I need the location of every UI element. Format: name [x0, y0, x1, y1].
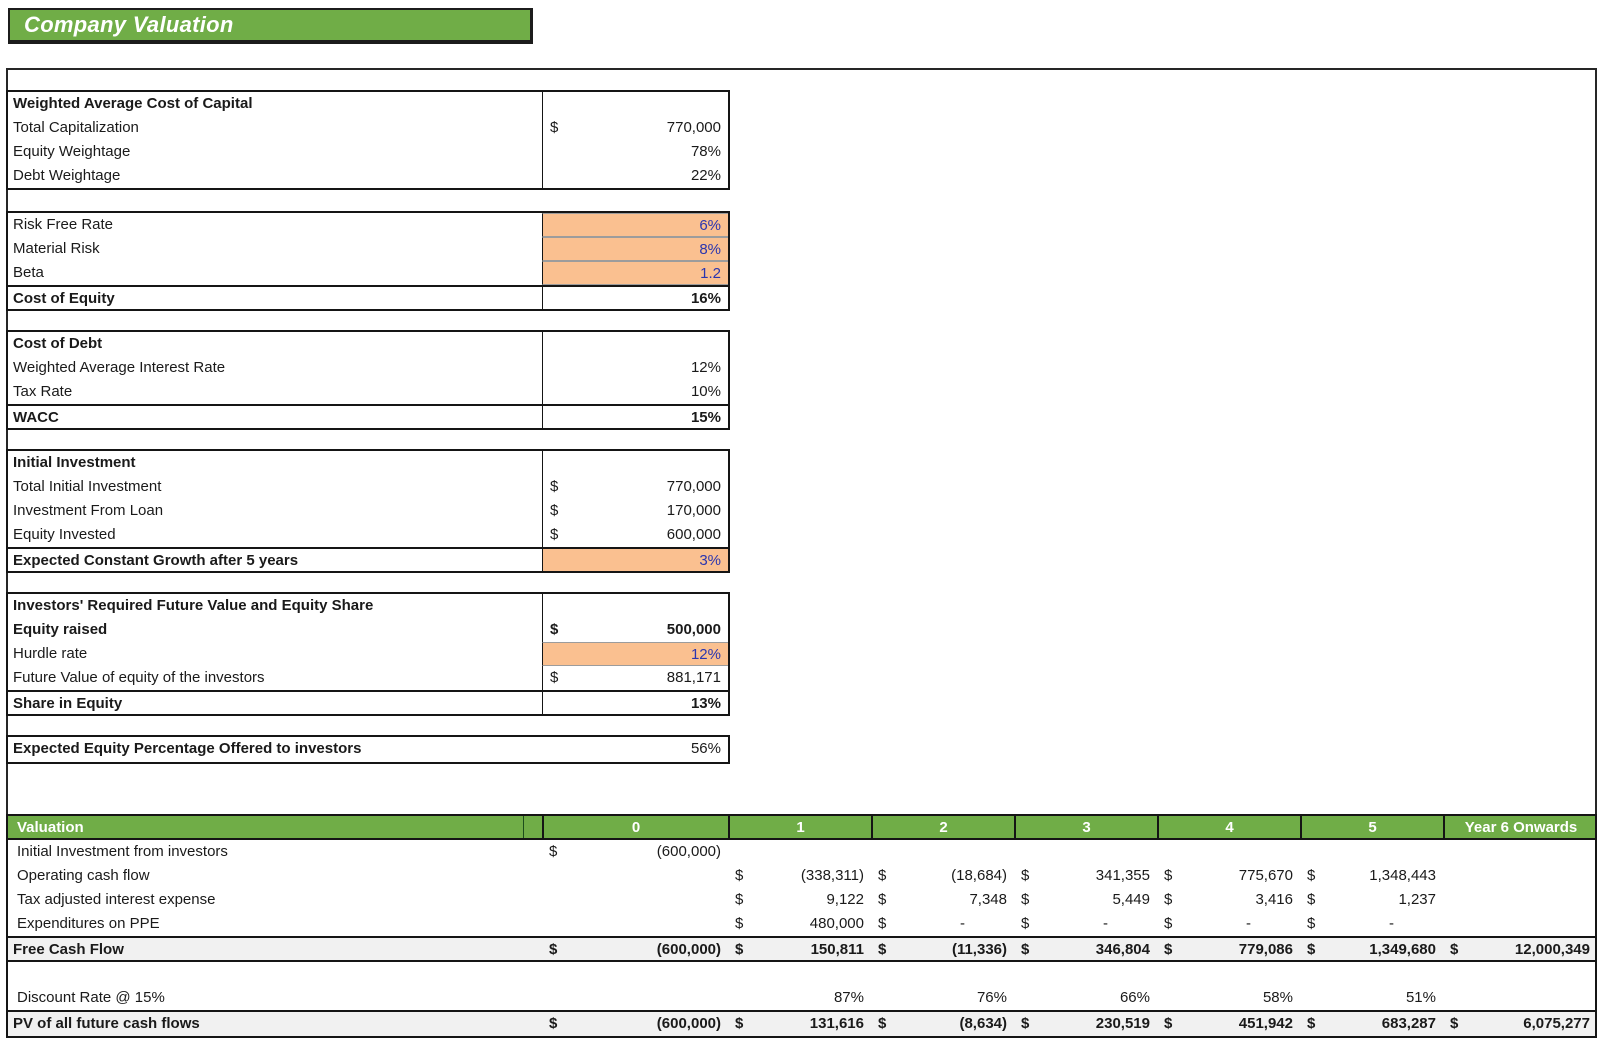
future-value-cell: [542, 666, 728, 690]
data-cell: [1014, 938, 1157, 960]
model-frame: [6, 68, 1597, 1038]
data-cell: [542, 938, 728, 960]
data-cell: [1300, 840, 1443, 864]
share-in-equity-cell: [542, 692, 728, 714]
cell-empty: [542, 92, 728, 116]
data-cell: [1443, 938, 1597, 960]
total-row: [8, 285, 728, 309]
total-initial-investment-cell: [542, 475, 728, 499]
table-row: [8, 237, 728, 261]
currency-symbol: $: [1164, 1015, 1173, 1032]
data-cell: [1157, 840, 1300, 864]
data-cell: [1443, 888, 1597, 912]
currency-symbol: $: [735, 915, 744, 932]
cell-value: 600,000: [666, 526, 721, 543]
data-cell: [542, 912, 728, 936]
cell-value: 775,670: [1238, 867, 1293, 884]
material-risk-input-cell[interactable]: [542, 237, 728, 261]
cell-value: 170,000: [666, 502, 721, 519]
data-cell: [1443, 864, 1597, 888]
data-cell: [1014, 1012, 1157, 1036]
cell-value: 1.2: [700, 265, 721, 282]
cell-value: 9,122: [826, 891, 864, 908]
row-label: Equity Weightage: [13, 143, 131, 160]
table-row: [8, 840, 1595, 864]
column-header-1: 1: [728, 816, 871, 838]
data-cell: [1157, 864, 1300, 888]
row-label: Total Capitalization: [13, 119, 139, 136]
cell-value: 16%: [690, 290, 721, 307]
cell-value: 6,075,277: [1523, 1015, 1590, 1032]
table-row: [8, 523, 728, 547]
data-cell: [871, 912, 1014, 936]
cell-value: (8,634): [959, 1015, 1007, 1032]
data-cell: [1300, 888, 1443, 912]
currency-symbol: $: [549, 843, 558, 860]
row-label: Beta: [13, 264, 44, 281]
data-cell: [871, 938, 1014, 960]
data-cell: [1300, 938, 1443, 960]
cell-value: (600,000): [656, 1015, 721, 1032]
data-cell: [871, 840, 1014, 864]
cell-value: 1,237: [1398, 891, 1436, 908]
data-cell: 66%: [1119, 989, 1150, 1006]
row-label: Equity raised: [13, 621, 108, 638]
cell-value: -: [1103, 915, 1108, 932]
row-label: Free Cash Flow: [13, 941, 124, 958]
row-label: Expected Equity Percentage Offered to investors: [13, 740, 362, 757]
section-title: Investors' Required Future Value and Equity Share: [13, 597, 374, 614]
currency-symbol: $: [550, 119, 559, 136]
currency-symbol: $: [550, 669, 559, 686]
currency-symbol: $: [878, 941, 887, 958]
row-label: Cost of Equity: [13, 290, 115, 307]
cell-value: 500,000: [666, 621, 721, 638]
data-cell: [1014, 864, 1157, 888]
cell-value: 480,000: [809, 915, 864, 932]
currency-symbol: $: [1164, 915, 1173, 932]
section-header-row: [8, 332, 728, 356]
row-label: Tax adjusted interest expense: [17, 891, 216, 908]
cell-value: 346,804: [1095, 941, 1150, 958]
section-header-row: [8, 451, 728, 475]
growth-rate-input-cell[interactable]: [542, 549, 728, 571]
section-cost-of-debt: [6, 330, 730, 430]
currency-symbol: $: [878, 867, 887, 884]
currency-symbol: $: [550, 621, 559, 638]
currency-symbol: $: [1021, 891, 1030, 908]
page-title: Company Valuation: [24, 12, 234, 37]
cell-value: 10%: [690, 383, 721, 400]
cell-value: 12%: [690, 646, 721, 663]
column-header-0: 0: [542, 816, 728, 838]
table-row: [8, 475, 728, 499]
cell-value: 1,348,443: [1369, 867, 1436, 884]
cell-value: 7,348: [969, 891, 1007, 908]
debt-weightage-cell: [542, 164, 728, 188]
total-row: [8, 404, 728, 428]
free-cash-flow-row: [8, 936, 1595, 962]
currency-symbol: $: [735, 867, 744, 884]
cell-value: 779,086: [1238, 941, 1293, 958]
investment-from-loan-cell: [542, 499, 728, 523]
table-row: [8, 356, 728, 380]
cell-value: 341,355: [1095, 867, 1150, 884]
data-cell: [1157, 888, 1300, 912]
interest-rate-cell: [542, 356, 728, 380]
section-header-row: [8, 594, 728, 618]
row-label: Total Initial Investment: [13, 478, 162, 495]
row-label: Weighted Average Interest Rate: [13, 359, 226, 376]
row-label: Expected Constant Growth after 5 years: [13, 552, 299, 569]
section-title: Weighted Average Cost of Capital: [13, 95, 253, 112]
table-row: [8, 380, 728, 404]
data-cell: [871, 864, 1014, 888]
valuation-header-row: [8, 816, 1595, 840]
cell-value: (11,336): [951, 941, 1007, 958]
table-row: [8, 912, 1595, 936]
cell-value: 12,000,349: [1514, 941, 1590, 958]
data-cell: [728, 912, 871, 936]
valuation-table: [6, 814, 1597, 1038]
cell-value: 22%: [690, 167, 721, 184]
table-row: [8, 666, 728, 690]
total-row: [8, 547, 728, 571]
cell-value: -: [960, 915, 965, 932]
currency-symbol: $: [1021, 1015, 1030, 1032]
row-label: Material Risk: [13, 240, 100, 257]
data-cell: 58%: [1262, 989, 1293, 1006]
cell-empty: [542, 594, 728, 618]
beta-input-cell[interactable]: [542, 261, 728, 285]
cell-value: 770,000: [666, 119, 721, 136]
currency-symbol: $: [1164, 891, 1173, 908]
cell-value: 1,349,680: [1369, 941, 1436, 958]
cell-value: (338,311): [800, 867, 864, 884]
currency-symbol: $: [878, 1015, 887, 1032]
data-cell: [1300, 912, 1443, 936]
currency-symbol: $: [1021, 941, 1030, 958]
table-row: [8, 164, 728, 188]
cell-value: 8%: [699, 241, 721, 258]
data-cell: [1157, 912, 1300, 936]
section-wacc: [6, 90, 730, 190]
wacc-cell: [542, 406, 728, 428]
column-header-4: 4: [1157, 816, 1300, 838]
currency-symbol: $: [735, 941, 744, 958]
currency-symbol: $: [735, 891, 744, 908]
currency-symbol: $: [878, 891, 887, 908]
cost-of-equity-cell: [542, 287, 728, 309]
cell-empty: [542, 332, 728, 356]
currency-symbol: $: [550, 478, 559, 495]
hurdle-rate-input-cell[interactable]: [542, 642, 728, 666]
expected-equity-cell: 56%: [690, 740, 721, 757]
cell-value: (18,684): [951, 867, 1007, 884]
row-label: Initial Investment from investors: [17, 843, 228, 860]
data-cell: [542, 840, 728, 864]
cell-value: 770,000: [666, 478, 721, 495]
currency-symbol: $: [1450, 941, 1459, 958]
data-cell: [871, 888, 1014, 912]
cell-value: 3,416: [1255, 891, 1293, 908]
currency-symbol: $: [1307, 915, 1316, 932]
tax-rate-cell: [542, 380, 728, 404]
cell-value: 3%: [699, 552, 721, 569]
row-label: Expenditures on PPE: [17, 915, 160, 932]
currency-symbol: $: [549, 941, 558, 958]
total-capitalization-cell: [542, 116, 728, 140]
currency-symbol: $: [735, 1015, 744, 1032]
data-cell: 87%: [833, 989, 864, 1006]
table-row: [8, 888, 1595, 912]
data-cell: [542, 864, 728, 888]
cell-value: (600,000): [656, 843, 721, 860]
data-cell: [1300, 1012, 1443, 1036]
column-header-year6: Year 6 Onwards: [1443, 816, 1597, 838]
column-header-2: 2: [871, 816, 1014, 838]
currency-symbol: $: [550, 502, 559, 519]
cell-value: 131,616: [809, 1015, 864, 1032]
discount-rate-row: [8, 986, 1595, 1010]
row-label: Risk Free Rate: [13, 216, 114, 233]
cell-value: 881,171: [666, 669, 721, 686]
data-cell: [1157, 1012, 1300, 1036]
data-cell: [1443, 840, 1597, 864]
pv-row: [8, 1010, 1595, 1036]
data-cell: [728, 1012, 871, 1036]
cell-value: 230,519: [1095, 1015, 1150, 1032]
data-cell: [1014, 888, 1157, 912]
row-label: Share in Equity: [13, 695, 123, 712]
data-cell: [1157, 938, 1300, 960]
column-header-3: 3: [1014, 816, 1157, 838]
cell-value: 150,811: [810, 941, 864, 958]
data-cell: [728, 888, 871, 912]
currency-symbol: $: [550, 526, 559, 543]
currency-symbol: $: [1164, 867, 1173, 884]
column-header-5: 5: [1300, 816, 1443, 838]
row-label: WACC: [13, 409, 59, 426]
cell-empty: [542, 451, 728, 475]
currency-symbol: $: [1307, 1015, 1316, 1032]
data-cell: [728, 840, 871, 864]
cell-value: (600,000): [656, 941, 721, 958]
row-label: Investment From Loan: [13, 502, 164, 519]
cell-value: -: [1389, 915, 1394, 932]
data-cell: [871, 1012, 1014, 1036]
section-investors: [6, 592, 730, 716]
section-expected-equity: [6, 735, 730, 764]
data-cell: [1443, 912, 1597, 936]
section-header-row: [8, 92, 728, 116]
cell-value: 15%: [690, 409, 721, 426]
page-title-banner: [8, 8, 533, 44]
data-cell: [1443, 986, 1597, 1010]
cell-value: 451,942: [1238, 1015, 1293, 1032]
currency-symbol: $: [1450, 1015, 1459, 1032]
table-row: [8, 213, 728, 237]
risk-free-rate-input-cell[interactable]: [542, 213, 728, 237]
data-cell: [542, 986, 728, 1010]
currency-symbol: $: [1307, 941, 1316, 958]
data-cell: [1014, 840, 1157, 864]
cell-value: 13%: [690, 695, 721, 712]
section-cost-of-equity: [6, 211, 730, 311]
data-cell: [1014, 912, 1157, 936]
equity-weightage-cell: [542, 140, 728, 164]
cell-value: 78%: [690, 143, 721, 160]
cell-value: 683,287: [1381, 1015, 1436, 1032]
data-cell: [1300, 864, 1443, 888]
table-row: [8, 140, 728, 164]
cell-value: 6%: [699, 217, 721, 234]
section-title: Initial Investment: [13, 454, 136, 471]
cell-value: 5,449: [1112, 891, 1150, 908]
currency-symbol: $: [1164, 941, 1173, 958]
equity-invested-cell: [542, 523, 728, 547]
data-cell: [728, 938, 871, 960]
data-cell: [1443, 1012, 1597, 1036]
currency-symbol: $: [1307, 867, 1316, 884]
table-row: [8, 864, 1595, 888]
equity-raised-cell: [542, 618, 728, 642]
row-label: Equity Invested: [13, 526, 116, 543]
table-row: [8, 499, 728, 523]
row-label: Future Value of equity of the investors: [13, 669, 265, 686]
table-row: [8, 737, 728, 762]
table-row: [8, 618, 728, 642]
row-label: Discount Rate @ 15%: [17, 989, 165, 1006]
table-row: [8, 261, 728, 285]
currency-symbol: $: [1021, 915, 1030, 932]
data-cell: 76%: [976, 989, 1007, 1006]
currency-symbol: $: [878, 915, 887, 932]
data-cell: [542, 1012, 728, 1036]
cell-value: 12%: [690, 359, 721, 376]
currency-symbol: $: [1021, 867, 1030, 884]
section-title: Cost of Debt: [13, 335, 103, 352]
section-initial-investment: [6, 449, 730, 573]
currency-symbol: $: [549, 1015, 558, 1032]
valuation-title: Valuation: [8, 816, 542, 838]
row-label: Hurdle rate: [13, 645, 88, 662]
total-row: [8, 690, 728, 714]
cell-value: -: [1246, 915, 1251, 932]
spacer-row: [8, 962, 1595, 986]
row-label: Debt Weightage: [13, 167, 121, 184]
data-cell: [542, 888, 728, 912]
row-label: Operating cash flow: [17, 867, 150, 884]
table-row: [8, 116, 728, 140]
row-label: PV of all future cash flows: [13, 1015, 200, 1032]
data-cell: [728, 864, 871, 888]
data-cell: 51%: [1405, 989, 1436, 1006]
currency-symbol: $: [1307, 891, 1316, 908]
row-label: Tax Rate: [13, 383, 73, 400]
table-row: [8, 642, 728, 666]
